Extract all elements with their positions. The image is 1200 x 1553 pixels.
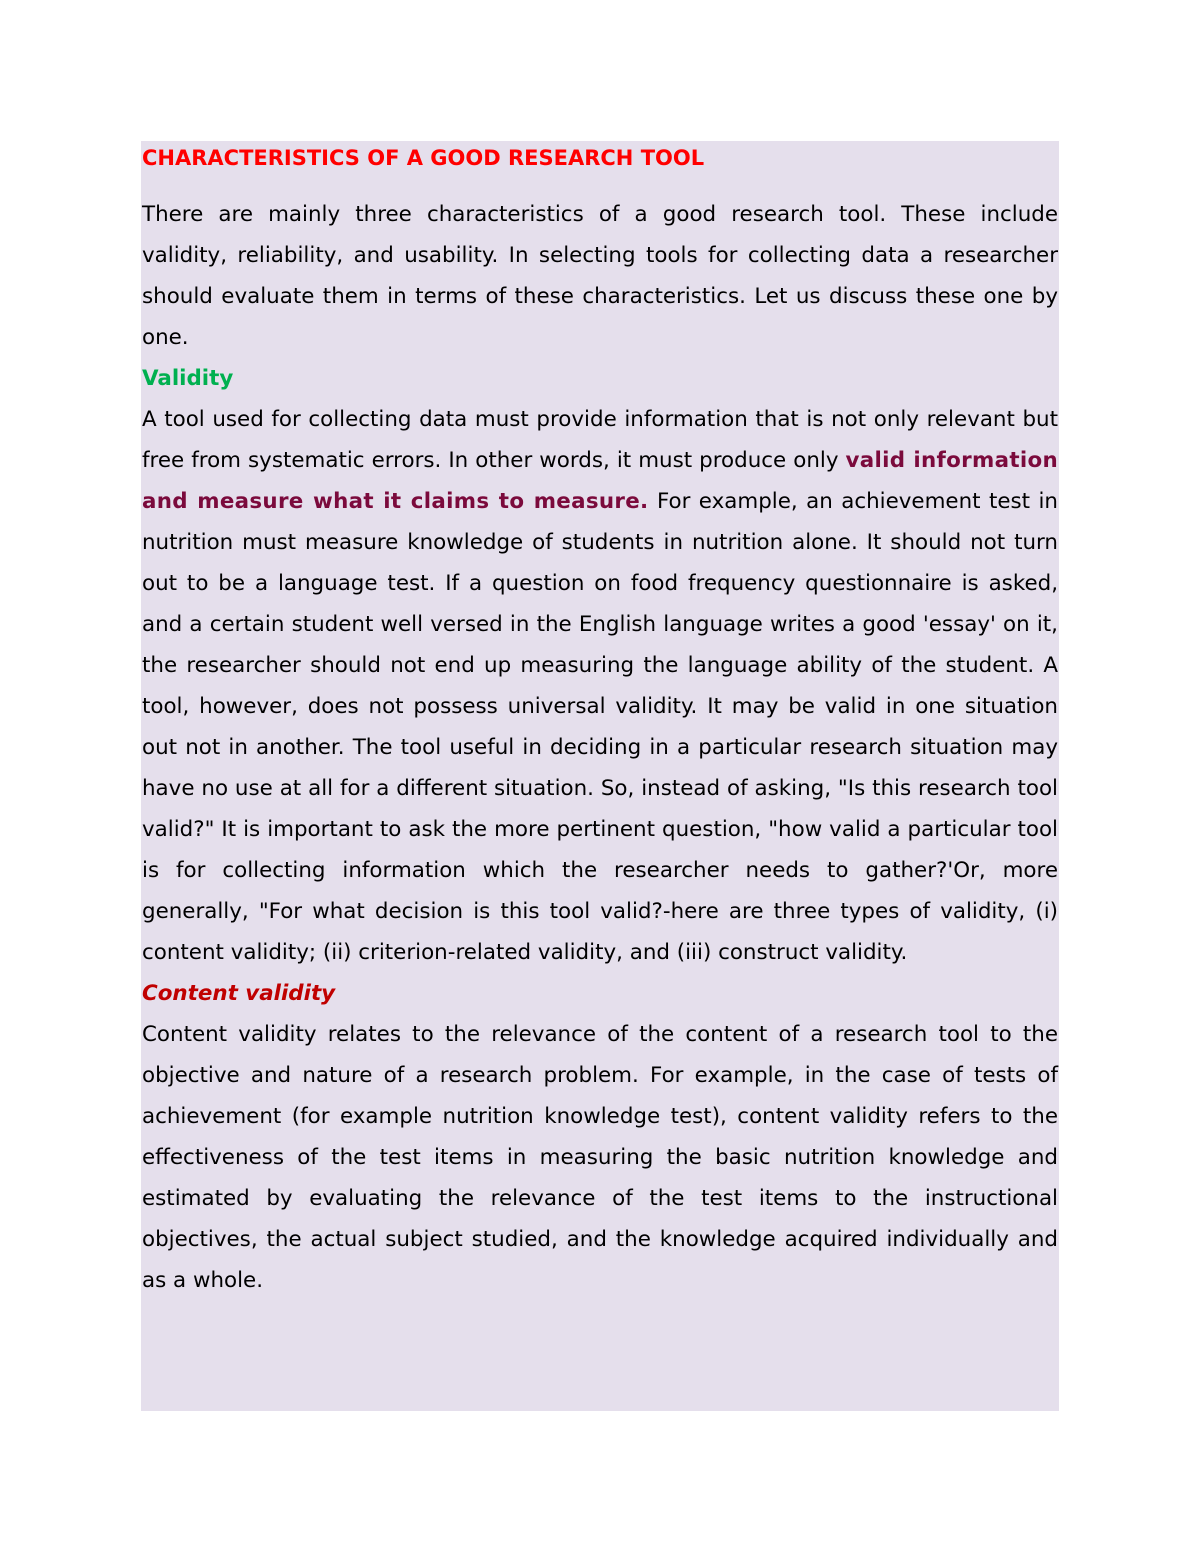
validity-heading: Validity — [142, 366, 234, 391]
validity-emphasis: valid information and measure what it claims to measure. — [142, 448, 1058, 514]
document-title: CHARACTERISTICS OF A GOOD RESEARCH TOOL — [142, 146, 705, 170]
validity-text-after: For example, an achievement test in nutrition must measure knowledge of students in nutrition alone. It should not turn out to be a language test. If a question on food frequency questionnaire is asked, and a certain student well versed in the English language writes a good 'essay' on it, the researcher should not end up measuring the language ability of the student. A tool, however, does not possess universal validity. It may be valid in one situation out not in another. The tool useful in deciding in a particular research situation may have no use at all for a different situation. So, instead of asking, "Is this research tool valid?" It is important to ask the more pertinent question, "how valid a particular tool is for collecting information which the researcher needs to gather?'Or, more generally, "For what decision is this tool valid?-here are three types of validity, (i) content validity; (ii) criterion-related validity, and (iii) construct validity. — [142, 489, 1058, 965]
validity-text-before: A tool used for collecting data must provide information that is not only relevant but free from systematic errors. In other words, it must produce only — [142, 407, 1058, 473]
content-validity-heading: Content validity — [142, 981, 336, 1006]
content-validity-paragraph: Content validity relates to the relevance of the content of a research tool to the objective and nature of a research problem. For example, in the case of tests of achievement (for example nutrition knowledge test), content validity refers to the effectiveness of the test items in measuring the basic nutrition knowledge and estimated by evaluating the relevance of the test items to the instructional objectives, the actual subject studied, and the knowledge acquired individually and as a whole. — [142, 1022, 1058, 1293]
validity-paragraph — [142, 399, 1058, 973]
document-body — [141, 141, 1059, 1411]
intro-paragraph: There are mainly three characteristics of a good research tool. These include validity, reliability, and usability. In selecting tools for collecting data a researcher should evaluate them in terms of these characteristics. Let us discuss these one by one. — [142, 202, 1058, 350]
